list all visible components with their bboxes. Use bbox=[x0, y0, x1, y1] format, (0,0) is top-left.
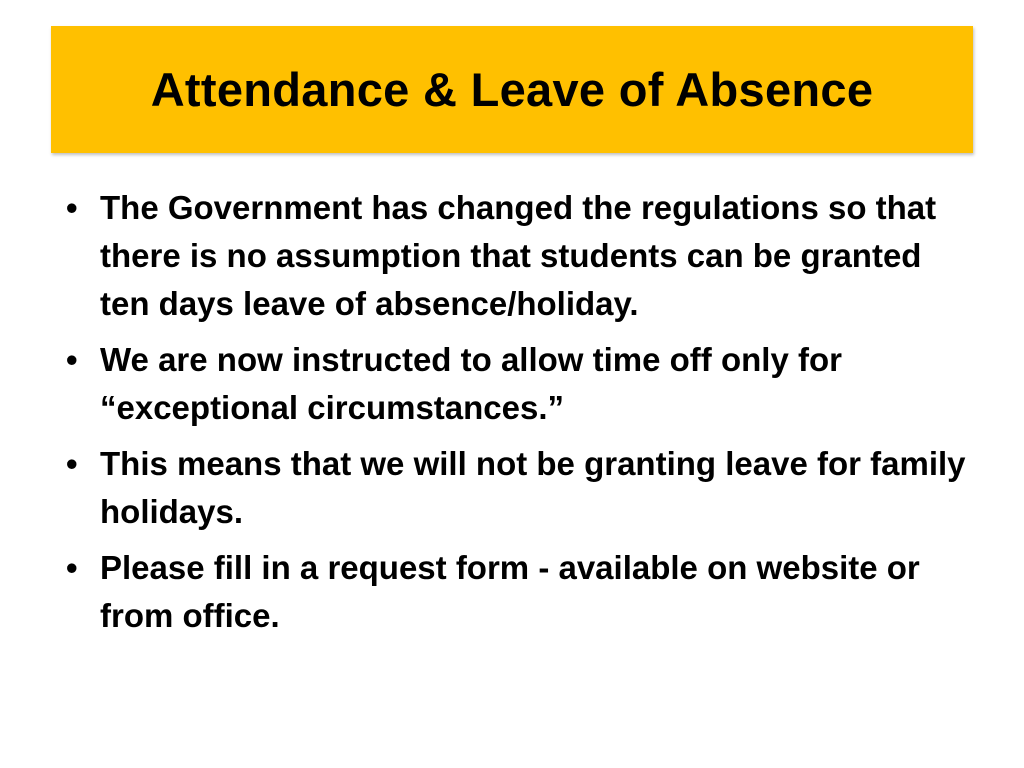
slide-title: Attendance & Leave of Absence bbox=[150, 63, 874, 116]
bullet-item bbox=[58, 544, 968, 640]
bullet-list bbox=[58, 184, 968, 648]
bullet-text: We are now instructed to allow time off only for “exceptional circumstances.” bbox=[100, 341, 842, 426]
bullet-dot-icon: • bbox=[66, 549, 78, 586]
title-banner bbox=[51, 26, 973, 153]
bullet-text: This means that we will not be granting leave for family holidays. bbox=[100, 445, 966, 530]
bullet-text: Please fill in a request form - available on website or from office. bbox=[100, 549, 920, 634]
bullet-text: The Government has changed the regulations so that there is no assumption that students can be granted ten days leave of absence/holiday. bbox=[100, 189, 937, 322]
bullet-dot-icon: • bbox=[66, 189, 78, 226]
bullet-dot-icon: • bbox=[66, 341, 78, 378]
bullet-item bbox=[58, 184, 968, 328]
bullet-item bbox=[58, 440, 968, 536]
bullet-item bbox=[58, 336, 968, 432]
bullet-dot-icon: • bbox=[66, 445, 78, 482]
